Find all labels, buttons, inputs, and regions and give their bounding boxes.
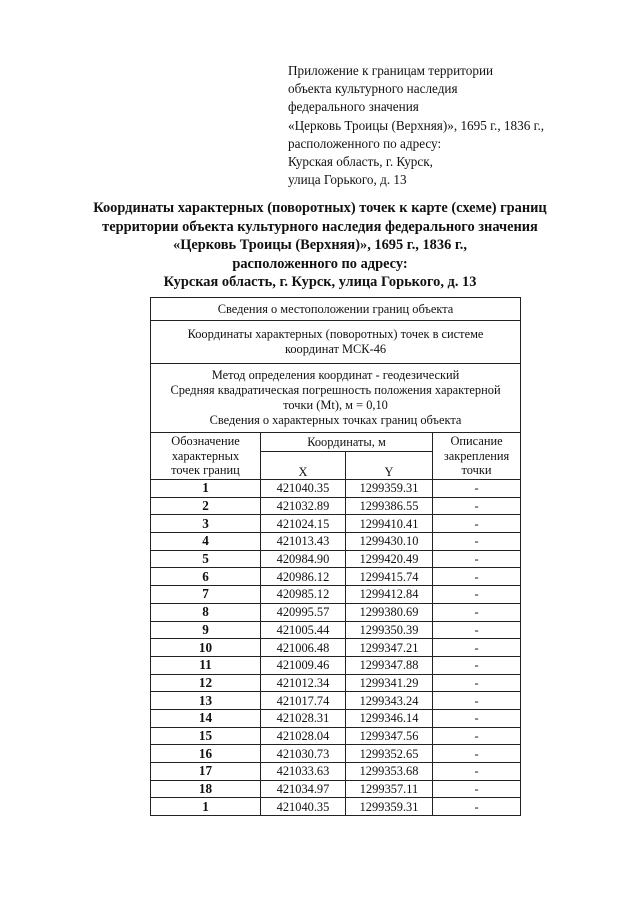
- header-line: Описание: [450, 434, 503, 449]
- coordinates-table: [150, 297, 521, 816]
- coord-x: 421012.34: [261, 674, 346, 692]
- coord-x: 421013.43: [261, 533, 346, 551]
- coord-x: 420986.12: [261, 568, 346, 586]
- table-row: [151, 745, 521, 763]
- header-line: точки: [461, 463, 492, 478]
- coord-x: 420995.57: [261, 603, 346, 621]
- coord-y: 1299350.39: [346, 621, 433, 639]
- section-method-text: [151, 364, 521, 433]
- table-row: [151, 568, 521, 586]
- point-number: 11: [151, 656, 261, 674]
- header-line: закрепления: [443, 448, 510, 463]
- point-description: -: [433, 550, 521, 568]
- appendix-line: Курская область, г. Курск,: [288, 154, 433, 170]
- table-row: [151, 586, 521, 604]
- coord-y: 1299410.41: [346, 515, 433, 533]
- coord-y: 1299347.56: [346, 727, 433, 745]
- point-number: 12: [151, 674, 261, 692]
- table-row: [151, 603, 521, 621]
- coord-y: 1299386.55: [346, 497, 433, 515]
- coord-y: 1299341.29: [346, 674, 433, 692]
- section-line: Средняя квадратическая погрешность положения характерной: [170, 383, 501, 397]
- coord-y: 1299353.68: [346, 763, 433, 781]
- table-row: [151, 692, 521, 710]
- coord-y: 1299347.88: [346, 656, 433, 674]
- coord-y: 1299343.24: [346, 692, 433, 710]
- section-line: Метод определения координат - геодезический: [211, 368, 460, 382]
- point-number: 1: [151, 798, 261, 816]
- coord-y: 1299359.31: [346, 480, 433, 498]
- point-number: 4: [151, 533, 261, 551]
- section-line: Сведения о характерных точках границ объекта: [209, 413, 462, 427]
- point-number: 9: [151, 621, 261, 639]
- table-row: [151, 674, 521, 692]
- header-line: Обозначение: [171, 434, 240, 449]
- coord-x: 421034.97: [261, 780, 346, 798]
- point-description: -: [433, 497, 521, 515]
- table-row: [151, 533, 521, 551]
- point-description: -: [433, 780, 521, 798]
- table-row: [151, 798, 521, 816]
- table-body: [151, 480, 521, 816]
- point-description: -: [433, 586, 521, 604]
- table-row: [151, 763, 521, 781]
- coord-y: 1299420.49: [346, 550, 433, 568]
- point-number: 18: [151, 780, 261, 798]
- coord-x: 421017.74: [261, 692, 346, 710]
- coord-x: 421028.31: [261, 709, 346, 727]
- header-coordinates: Координаты, м: [261, 433, 433, 452]
- title-line: территории объекта культурного наследия федерального значения: [102, 218, 538, 235]
- coord-y: 1299359.31: [346, 798, 433, 816]
- point-number: 2: [151, 497, 261, 515]
- point-number: 6: [151, 568, 261, 586]
- coord-y: 1299352.65: [346, 745, 433, 763]
- section-location: [151, 298, 521, 321]
- point-description: -: [433, 727, 521, 745]
- coord-y: 1299357.11: [346, 780, 433, 798]
- section-location-text: Сведения о местоположении границ объекта: [151, 298, 521, 321]
- point-number: 13: [151, 692, 261, 710]
- point-description: -: [433, 763, 521, 781]
- coord-y: 1299346.14: [346, 709, 433, 727]
- point-description: -: [433, 515, 521, 533]
- coord-x: 421005.44: [261, 621, 346, 639]
- point-number: 7: [151, 586, 261, 604]
- appendix-line: расположенного по адресу:: [288, 135, 442, 151]
- header-x: X: [261, 452, 346, 480]
- header-y: Y: [346, 452, 433, 480]
- document-title: [60, 199, 580, 292]
- section-line: Координаты характерных (поворотных) точек в системе: [187, 327, 484, 341]
- header-line: характерных: [171, 448, 240, 463]
- section-line: координат МСК-46: [284, 342, 387, 356]
- point-description: -: [433, 639, 521, 657]
- table-row: [151, 639, 521, 657]
- appendix-line: улица Горького, д. 13: [288, 172, 407, 188]
- section-method: [151, 364, 521, 433]
- appendix-line: Приложение к границам территории: [288, 63, 494, 78]
- coord-y: 1299380.69: [346, 603, 433, 621]
- coord-x: 421032.89: [261, 497, 346, 515]
- point-description: -: [433, 568, 521, 586]
- appendix-line: объекта культурного наследия: [288, 81, 458, 97]
- table-row: [151, 621, 521, 639]
- point-description: -: [433, 692, 521, 710]
- appendix-line: федерального значения: [288, 99, 419, 115]
- table-row: [151, 727, 521, 745]
- title-line: «Церковь Троицы (Верхняя)», 1695 г., 1836 г.,: [173, 237, 467, 254]
- point-description: -: [433, 798, 521, 816]
- point-description: -: [433, 480, 521, 498]
- coord-x: 420985.12: [261, 586, 346, 604]
- table-row: [151, 480, 521, 498]
- table-header-row: [151, 433, 521, 452]
- table-row: [151, 515, 521, 533]
- title-line: Курская область, г. Курск, улица Горького, д. 13: [163, 274, 477, 291]
- coord-x: 421040.35: [261, 480, 346, 498]
- table-row: [151, 656, 521, 674]
- point-description: -: [433, 603, 521, 621]
- point-number: 10: [151, 639, 261, 657]
- point-description: -: [433, 533, 521, 551]
- section-coordinate-system: [151, 321, 521, 364]
- table-row: [151, 780, 521, 798]
- point-description: -: [433, 745, 521, 763]
- coord-y: 1299415.74: [346, 568, 433, 586]
- point-number: 3: [151, 515, 261, 533]
- header-line: точек границ: [171, 463, 240, 478]
- coord-x: 420984.90: [261, 550, 346, 568]
- point-number: 17: [151, 763, 261, 781]
- coord-x: 421024.15: [261, 515, 346, 533]
- coord-x: 421033.63: [261, 763, 346, 781]
- table-row: [151, 497, 521, 515]
- coord-y: 1299347.21: [346, 639, 433, 657]
- table-row: [151, 709, 521, 727]
- point-description: -: [433, 621, 521, 639]
- section-coordinate-system-text: [151, 321, 521, 364]
- header-point-designation: [151, 433, 261, 480]
- point-number: 14: [151, 709, 261, 727]
- coord-y: 1299412.84: [346, 586, 433, 604]
- appendix-note: [288, 62, 588, 189]
- point-number: 1: [151, 480, 261, 498]
- title-line: расположенного по адресу:: [232, 255, 408, 272]
- section-line: точки (Mt), м = 0,10: [283, 398, 388, 412]
- point-description: -: [433, 709, 521, 727]
- coord-x: 421040.35: [261, 798, 346, 816]
- title-line: Координаты характерных (поворотных) точек к карте (схеме) границ: [93, 200, 547, 216]
- point-description: -: [433, 674, 521, 692]
- coord-x: 421009.46: [261, 656, 346, 674]
- point-number: 15: [151, 727, 261, 745]
- coord-x: 421006.48: [261, 639, 346, 657]
- coord-x: 421028.04: [261, 727, 346, 745]
- point-number: 16: [151, 745, 261, 763]
- point-number: 8: [151, 603, 261, 621]
- coord-x: 421030.73: [261, 745, 346, 763]
- coord-y: 1299430.10: [346, 533, 433, 551]
- point-description: -: [433, 656, 521, 674]
- header-description: [433, 433, 521, 480]
- point-number: 5: [151, 550, 261, 568]
- appendix-line: «Церковь Троицы (Верхняя)», 1695 г., 1836 г.,: [288, 117, 545, 133]
- table-row: [151, 550, 521, 568]
